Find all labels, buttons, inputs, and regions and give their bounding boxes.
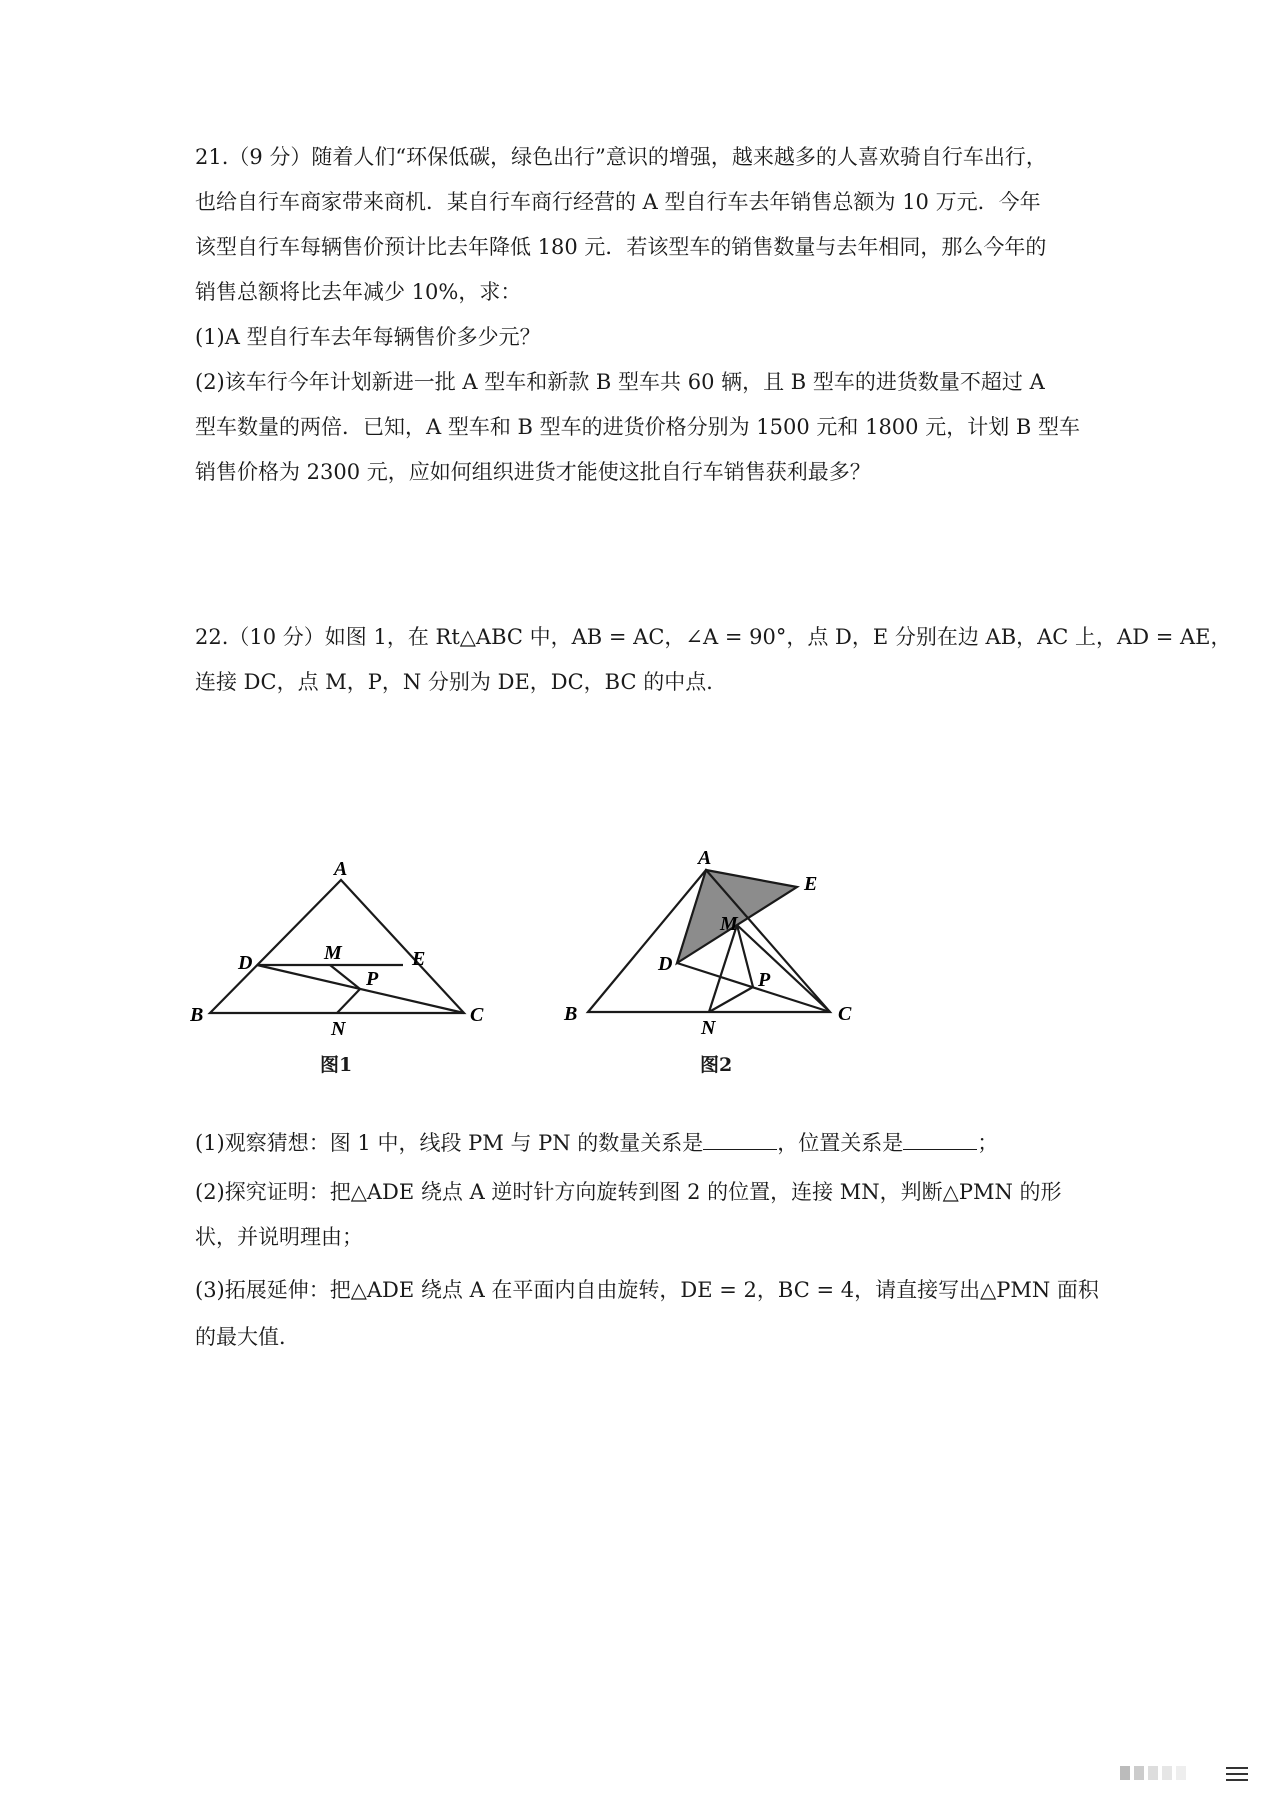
fig2-segment-dc	[677, 963, 830, 1012]
fig1-label-d: D	[238, 952, 253, 974]
fig1-segment-dc	[257, 965, 464, 1013]
fig2-segment-mp	[737, 925, 753, 987]
fig1-segment-pn	[337, 989, 360, 1013]
q22-sub1-text-b: ，位置关系是	[777, 1131, 904, 1155]
q22-sub3-line-1: (3)拓展延伸：把△ADE 绕点 A 在平面内自由旋转，DE = 2，BC = 4，请直接写出△PMN 面积	[195, 1278, 1099, 1302]
fig1-label-c: C	[470, 1004, 484, 1026]
fig2-label-b: B	[564, 1003, 578, 1025]
q22-sub2-line-1: (2)探究证明：把△ADE 绕点 A 逆时针方向旋转到图 2 的位置，连接 MN，判断△PMN 的形	[195, 1180, 1062, 1204]
figure-1-diagram	[190, 855, 490, 1035]
fig1-label-a: A	[334, 858, 348, 880]
figure-2-diagram	[560, 840, 880, 1040]
q22-sub2-line-2: 状，并说明理由；	[195, 1225, 363, 1249]
fig1-label-p: P	[366, 968, 379, 990]
q22-sub1	[195, 1128, 1095, 1158]
figure-2-caption: 图2	[700, 1054, 733, 1076]
answer-blank-position[interactable]	[903, 1129, 977, 1150]
fig2-label-p: P	[758, 969, 771, 991]
fig2-label-d: D	[658, 953, 673, 975]
q21-sub2-line-2: 型车数量的两倍．已知，A 型车和 B 型车的进货价格分别为 1500 元和 1800 元，计划 B 型车	[195, 415, 1080, 439]
figure-2	[560, 840, 880, 1040]
menu-lines-icon[interactable]	[1120, 1762, 1250, 1792]
fig2-label-c: C	[838, 1003, 852, 1025]
fig2-label-m: M	[720, 913, 738, 935]
q22-line-2: 连接 DC，点 M，P，N 分别为 DE，DC，BC 的中点．	[195, 670, 728, 694]
fig2-label-a: A	[698, 847, 712, 869]
q21-line-4: 销售总额将比去年减少 10%，求：	[195, 280, 522, 304]
q22-sub1-text-a: (1)观察猜想：图 1 中，线段 PM 与 PN 的数量关系是	[195, 1131, 704, 1155]
fig2-label-e: E	[804, 873, 818, 895]
q21-sub2-line-3: 销售价格为 2300 元，应如何组织进货才能使这批自行车销售获利最多？	[195, 460, 871, 484]
q21-line-1: 21.（9 分）随着人们“环保低碳，绿色出行”意识的增强，越来越多的人喜欢骑自行车出行，	[195, 145, 1047, 169]
figure-1-caption: 图1	[320, 1054, 353, 1076]
fig2-segment-ec	[737, 925, 830, 1012]
q22-sub1-text-c: ；	[977, 1131, 999, 1155]
q21-sub2-line-1: (2)该车行今年计划新进一批 A 型车和新款 B 型车共 60 辆，且 B 型车的进货数量不超过 A	[195, 370, 1045, 394]
fig1-label-e: E	[412, 948, 426, 970]
q21-line-2: 也给自行车商家带来商机．某自行车商行经营的 A 型自行车去年销售总额为 10 万元．今年	[195, 190, 1041, 214]
q22-sub3-line-2: 的最大值．	[195, 1325, 300, 1349]
fig2-label-n: N	[701, 1017, 716, 1039]
q21-line-3: 该型自行车每辆售价预计比去年降低 180 元．若该型车的销售数量与去年相同，那么今年的	[195, 235, 1047, 259]
fig1-label-b: B	[190, 1004, 204, 1026]
q21-sub1: (1)A 型自行车去年每辆售价多少元？	[195, 325, 541, 349]
fig1-label-m: M	[324, 942, 342, 964]
answer-blank-quantity[interactable]	[703, 1129, 777, 1150]
fig1-label-n: N	[331, 1018, 346, 1035]
q22-line-1: 22.（10 分）如图 1，在 Rt△ABC 中，AB = AC，∠A = 90°，点 D，E 分别在边 AB，AC 上，AD = AE，	[195, 625, 1232, 649]
figure-1	[190, 855, 490, 1035]
